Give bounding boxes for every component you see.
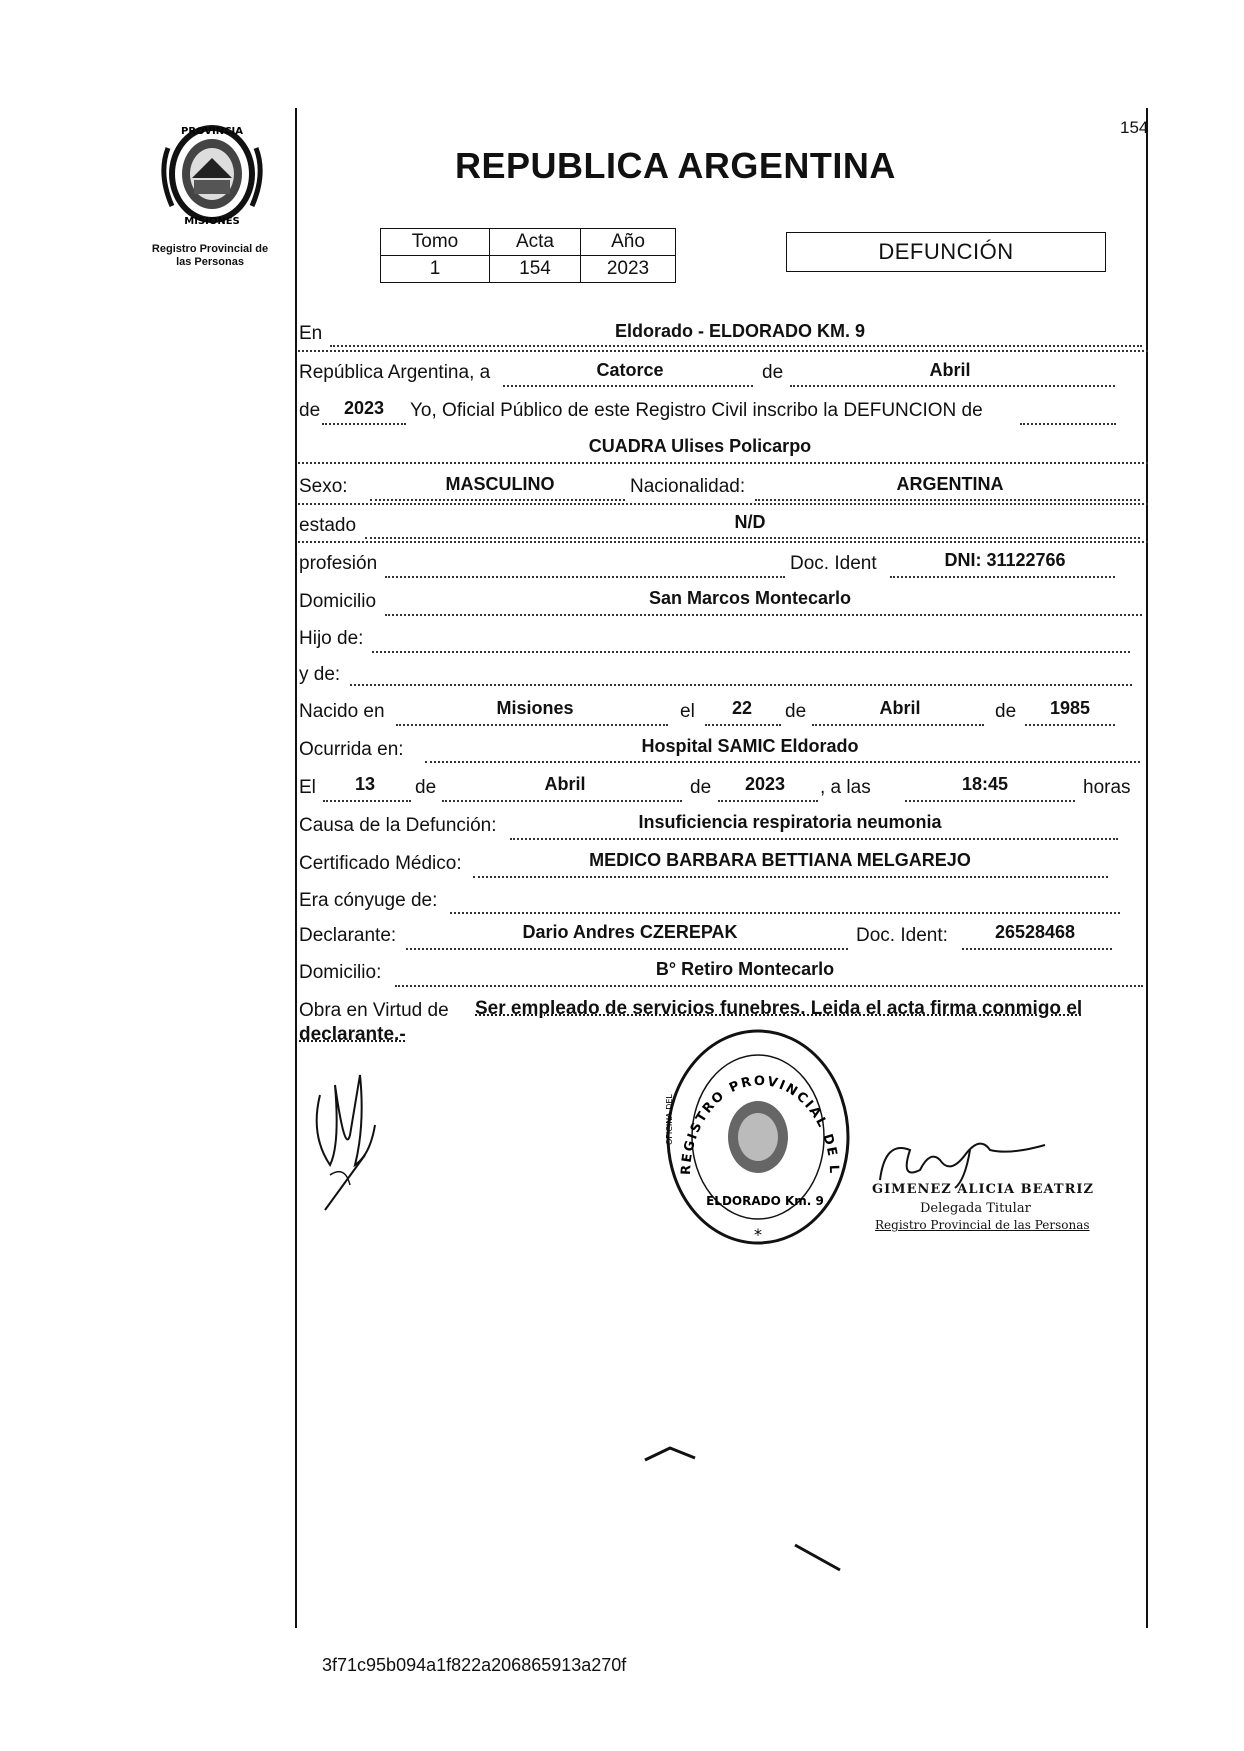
row-separator (298, 350, 1148, 352)
causa-value: Insuficiencia respiratoria neumonia (638, 812, 942, 832)
left-margin-line (295, 108, 297, 1628)
conyuge-line (450, 912, 1120, 914)
fallec-anio-value: 2023 (744, 774, 786, 794)
nacionalidad-line (755, 499, 1140, 501)
declarante-doc-value: 26528468 (994, 922, 1076, 942)
declarante-doc-line (962, 948, 1112, 950)
ocurrida-en-value: Hospital SAMIC Eldorado (641, 736, 859, 756)
anio-line (322, 423, 406, 425)
right-margin-line (1146, 108, 1148, 1628)
sexo-label: Sexo: (299, 476, 348, 497)
nacido-mes-value: Abril (879, 698, 921, 718)
row-separator (298, 541, 1148, 543)
page-number: 154 (1120, 118, 1149, 137)
de-label-1: de (762, 362, 784, 383)
official-office: Registro Provincial de las Personas (875, 1218, 1090, 1232)
y-de-line (350, 684, 1132, 686)
dia-texto-value: Catorce (596, 360, 664, 380)
estado-value: N/D (734, 512, 766, 532)
de-label-6: de (690, 777, 712, 798)
scan-artifact (640, 1440, 720, 1475)
scan-artifact (790, 1540, 850, 1585)
documento-value: DNI: 31122766 (944, 550, 1066, 570)
profesion-label: profesión (299, 553, 378, 574)
tomo-value: 1 (381, 256, 490, 283)
fallec-dia-line (323, 800, 411, 802)
official-name: GIMENEZ ALICIA BEATRIZ (872, 1182, 1094, 1197)
page-title: REPUBLICA ARGENTINA (455, 145, 896, 186)
obra-label: Obra en Virtud de (299, 1000, 449, 1021)
causa-label: Causa de la Defunción: (299, 815, 497, 836)
acta-header: Acta (490, 229, 581, 256)
hijo-de-label: Hijo de: (299, 628, 364, 649)
anio-header: Año (581, 229, 676, 256)
mes-line (790, 385, 1115, 387)
svg-text:ELDORADO Km. 9: ELDORADO Km. 9 (706, 1194, 824, 1208)
ocurrida-en-line (425, 761, 1140, 763)
registry-table (380, 228, 676, 283)
svg-text:PROVINCIA: PROVINCIA (181, 126, 243, 137)
deceased-name: CUADRA Ulises Policarpo (588, 436, 812, 456)
fallec-mes-line (442, 800, 682, 802)
estado-line (365, 537, 1140, 539)
province-coat-of-arms (158, 118, 266, 228)
nacido-en-label: Nacido en (299, 701, 385, 722)
certificado-label: Certificado Médico: (299, 853, 462, 874)
estado-label: estado (299, 515, 357, 536)
mes-value: Abril (929, 360, 971, 380)
el-cap-label: El (299, 777, 316, 798)
nacionalidad-label: Nacionalidad: (630, 476, 746, 497)
certificado-value: MEDICO BARBARA BETTIANA MELGAREJO (589, 850, 971, 870)
yo-oficial-line (1020, 423, 1116, 425)
documento-line (890, 576, 1115, 578)
row-separator (298, 503, 1148, 505)
nacido-lugar-line (396, 724, 668, 726)
lugar-line (330, 345, 1142, 347)
nacido-anio-line (1025, 724, 1115, 726)
domicilio-line (385, 614, 1142, 616)
record-type-box: DEFUNCIÓN (786, 232, 1106, 272)
nacionalidad-value: ARGENTINA (896, 474, 1004, 494)
sexo-line (370, 499, 625, 501)
declarante-value: Dario Andres CZEREPAK (522, 922, 738, 942)
dia-texto-line (503, 385, 753, 387)
registrar-signature (870, 1130, 1050, 1190)
svg-text:MISIONES: MISIONES (184, 216, 240, 227)
official-stamp (660, 1025, 856, 1250)
nacido-anio-value: 1985 (1049, 698, 1091, 718)
official-title: Delegada Titular (920, 1201, 1031, 1216)
hora-value: 18:45 (961, 774, 1009, 794)
declarante-label: Declarante: (299, 925, 397, 946)
ocurrida-en-label: Ocurrida en: (299, 739, 404, 760)
nacido-dia-line (705, 724, 781, 726)
horas-label: horas (1083, 777, 1131, 798)
doc-ident-label: Doc. Ident (790, 553, 877, 574)
nacido-dia-value: 22 (731, 698, 753, 718)
svg-text:REGISTRO PROVINCIAL DE LAS PER: REGISTRO PROVINCIAL DE L (678, 1073, 842, 1176)
hora-line (905, 800, 1075, 802)
a-las-label: , a las (820, 777, 871, 798)
domicilio-label: Domicilio (299, 591, 377, 612)
obra-texto-2: declarante.- (299, 1024, 406, 1045)
certificado-line (473, 876, 1108, 878)
nacido-lugar-value: Misiones (496, 698, 574, 718)
republica-label: República Argentina, a (299, 362, 491, 383)
domicilio2-label: Domicilio: (299, 962, 382, 983)
de-label-5: de (415, 777, 437, 798)
profesion-line (385, 576, 785, 578)
en-label: En (299, 323, 323, 344)
domicilio-value: San Marcos Montecarlo (648, 588, 852, 608)
de-label-4: de (995, 701, 1017, 722)
acta-value: 154 (490, 256, 581, 283)
sexo-value: MASCULINO (445, 474, 555, 494)
anio-value: 2023 (581, 256, 676, 283)
nacido-mes-line (812, 724, 984, 726)
logo-caption: Registro Provincial de las Personas (151, 243, 269, 268)
domicilio2-line (395, 985, 1143, 987)
conyuge-label: Era cónyuge de: (299, 890, 438, 911)
de-label-3: de (785, 701, 807, 722)
svg-text:OFICINA DEL: OFICINA DEL (665, 1094, 674, 1145)
fallec-dia-value: 13 (354, 774, 376, 794)
el-label: el (680, 701, 695, 722)
declarant-signature (300, 1065, 400, 1215)
fallec-anio-line (718, 800, 818, 802)
y-de-label: y de: (299, 664, 341, 685)
domicilio2-value: B° Retiro Montecarlo (655, 959, 835, 979)
doc-ident2-label: Doc. Ident: (856, 925, 948, 946)
tomo-header: Tomo (381, 229, 490, 256)
fallec-mes-value: Abril (544, 774, 586, 794)
svg-text:*: * (754, 1225, 762, 1244)
yo-oficial-label: Yo, Oficial Público de este Registro Civil inscribo la DEFUNCION de (410, 400, 983, 421)
anio-value-text: 2023 (343, 398, 385, 418)
declarante-line (406, 948, 848, 950)
document-hash: 3f71c95b094a1f822a206865913a270f (322, 1655, 627, 1675)
obra-texto-1: Ser empleado de servicios funebres. Leida el acta firma conmigo el (475, 998, 1083, 1019)
de-label-2: de (299, 400, 321, 421)
lugar-value: Eldorado - ELDORADO KM. 9 (614, 321, 865, 341)
causa-line (510, 838, 1118, 840)
row-separator (298, 462, 1148, 464)
hijo-de-line (372, 651, 1130, 653)
